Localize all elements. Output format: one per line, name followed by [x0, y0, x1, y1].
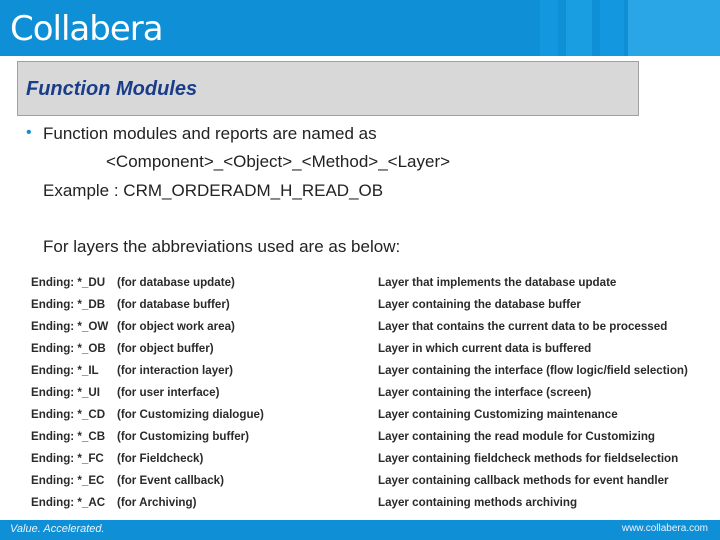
ending-cell: Ending: *_AC — [31, 496, 106, 509]
table-row — [31, 320, 711, 342]
description-cell: Layer containing fieldcheck methods for fieldselection — [378, 452, 679, 465]
naming-pattern: <Component>_<Object>_<Method>_<Layer> — [106, 152, 451, 171]
table-row — [31, 342, 711, 364]
bullet-icon: • — [26, 124, 32, 141]
footer-url[interactable]: www.collabera.com — [621, 523, 708, 534]
description-cell: Layer containing methods archiving — [378, 496, 578, 509]
table-row — [31, 276, 711, 298]
description-cell: Layer containing callback methods for event handler — [378, 474, 669, 487]
purpose-cell: (for object work area) — [117, 320, 235, 333]
ending-cell: Ending: *_OB — [31, 342, 106, 355]
description-cell: Layer containing Customizing maintenance — [378, 408, 618, 421]
footer-tagline: Value. Accelerated. — [10, 523, 105, 535]
collabera-logo: Collabera — [10, 9, 163, 49]
slide-title: Function Modules — [26, 78, 198, 100]
header-band — [0, 0, 720, 56]
table-row — [31, 452, 711, 474]
bullet-text: Function modules and reports are named as — [43, 124, 377, 143]
table-row — [31, 298, 711, 320]
ending-cell: Ending: *_DB — [31, 298, 106, 311]
purpose-cell: (for database buffer) — [117, 298, 230, 311]
table-row — [31, 364, 711, 386]
ending-cell: Ending: *_UI — [31, 386, 100, 399]
table-row — [31, 496, 711, 518]
description-cell: Layer containing the interface (screen) — [378, 386, 592, 399]
description-cell: Layer containing the interface (flow logic/field selection) — [378, 364, 688, 377]
description-cell: Layer containing the read module for Customizing — [378, 430, 655, 443]
table-row — [31, 474, 711, 496]
ending-cell: Ending: *_EC — [31, 474, 105, 487]
title-box — [17, 61, 639, 116]
ending-cell: Ending: *_IL — [31, 364, 99, 377]
ending-cell: Ending: *_CD — [31, 408, 106, 421]
purpose-cell: (for user interface) — [117, 386, 220, 399]
ending-cell: Ending: *_OW — [31, 320, 109, 333]
description-cell: Layer in which current data is buffered — [378, 342, 592, 355]
header-stripe — [540, 0, 558, 56]
header-stripe — [566, 0, 592, 56]
description-cell: Layer that contains the current data to be processed — [378, 320, 668, 333]
purpose-cell: (for object buffer) — [117, 342, 214, 355]
table-row — [31, 430, 711, 452]
purpose-cell: (for Customizing dialogue) — [117, 408, 264, 421]
purpose-cell: (for interaction layer) — [117, 364, 233, 377]
header-stripe — [600, 0, 624, 56]
purpose-cell: (for database update) — [117, 276, 235, 289]
table-row — [31, 386, 711, 408]
layers-intro: For layers the abbreviations used are as below: — [43, 237, 401, 256]
example-text: Example : CRM_ORDERADM_H_READ_OB — [43, 181, 384, 200]
purpose-cell: (for Customizing buffer) — [117, 430, 250, 443]
description-cell: Layer that implements the database update — [378, 276, 617, 289]
table-row — [31, 408, 711, 430]
description-cell: Layer containing the database buffer — [378, 298, 581, 311]
purpose-cell: (for Fieldcheck) — [117, 452, 204, 465]
ending-cell: Ending: *_FC — [31, 452, 104, 465]
footer-band — [0, 520, 720, 540]
ending-cell: Ending: *_DU — [31, 276, 106, 289]
header-stripe — [628, 0, 720, 56]
purpose-cell: (for Archiving) — [117, 496, 197, 509]
ending-cell: Ending: *_CB — [31, 430, 106, 443]
purpose-cell: (for Event callback) — [117, 474, 224, 487]
